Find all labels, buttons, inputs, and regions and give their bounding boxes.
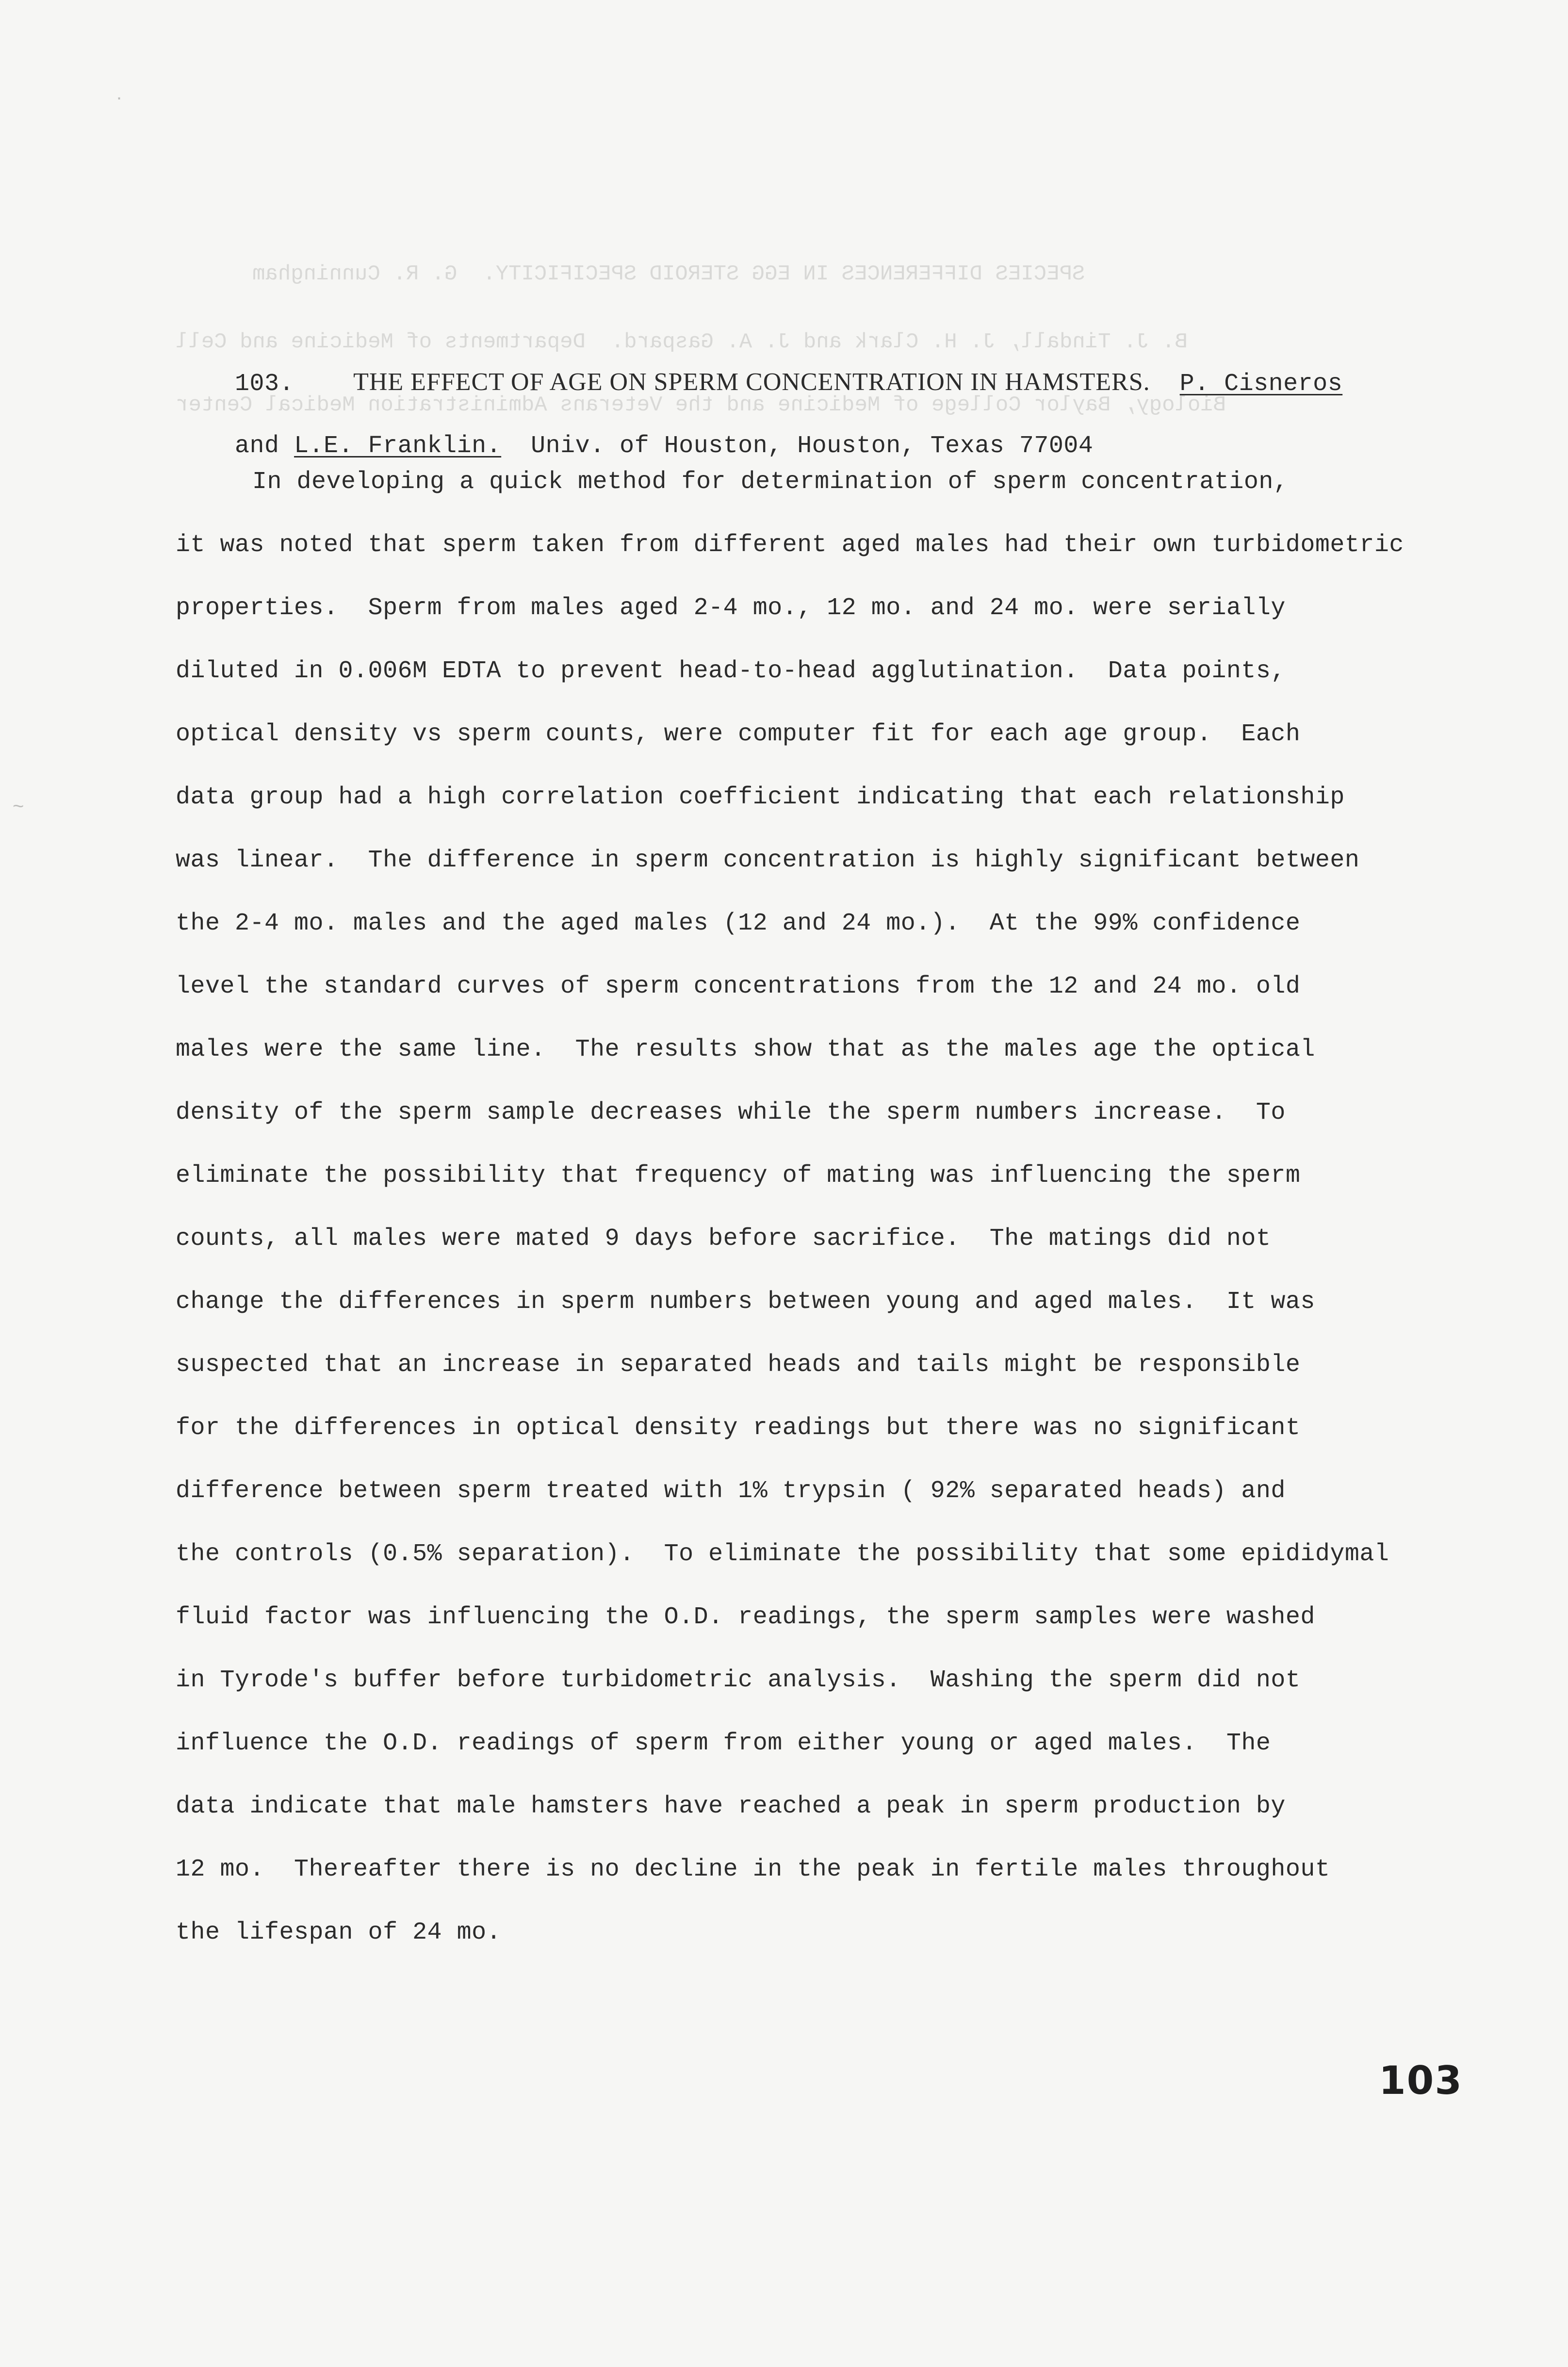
body-line: the controls (0.5% separation). To eliminate the possibility that some epididymal	[176, 1540, 1389, 1568]
show-through-text: B. J. Tindall, J. H. Clark and J. A. Gaspard. Departments of Medicine and Cell	[176, 330, 1188, 354]
body-line: counts, all males were mated 9 days before sacrifice. The matings did not	[176, 1225, 1271, 1253]
affiliation: Univ. of Houston, Houston, Texas 77004	[531, 432, 1094, 460]
author-2: L.E. Franklin.	[294, 432, 502, 460]
body-line: the 2-4 mo. males and the aged males (12 and 24 mo.). At the 99% confidence	[176, 910, 1301, 937]
body-line: in Tyrode's buffer before turbidometric analysis. Washing the sperm did not	[176, 1666, 1301, 1694]
body-line: 12 mo. Thereafter there is no decline in the peak in fertile males throughout	[176, 1856, 1330, 1883]
stray-mark: ~	[13, 796, 24, 817]
body-line: it was noted that sperm taken from different aged males had their own turbidometric	[176, 531, 1404, 559]
body-line: data indicate that male hamsters have reached a peak in sperm production by	[176, 1793, 1286, 1820]
body-line: optical density vs sperm counts, were computer fit for each age group. Each	[176, 720, 1301, 748]
body-line: diluted in 0.006M EDTA to prevent head-to-head agglutination. Data points,	[176, 657, 1286, 685]
show-through-text: Biology, Baylor College of Medicine and the Veterans Administration Medical Center	[176, 393, 1226, 417]
body-line: suspected that an increase in separated heads and tails might be responsible	[176, 1351, 1301, 1379]
body-line: the lifespan of 24 mo.	[176, 1919, 502, 1946]
body-line: level the standard curves of sperm concentrations from the 12 and 24 mo. old	[176, 973, 1301, 1000]
author-1: P. Cisneros	[1179, 370, 1343, 398]
body-line: eliminate the possibility that frequency of mating was influencing the sperm	[176, 1162, 1301, 1190]
body-line: In developing a quick method for determination of sperm concentration,	[252, 468, 1289, 496]
and-word: and	[235, 432, 279, 460]
show-through-text: SPECIES DIFFERENCES IN EGG STEROID SPECIFICITY. G. R. Cunningham	[252, 262, 1085, 286]
body-line: influence the O.D. readings of sperm from either young or aged males. The	[176, 1730, 1271, 1757]
body-line: density of the sperm sample decreases while the sperm numbers increase. To	[176, 1099, 1286, 1126]
body-line: fluid factor was influencing the O.D. readings, the sperm samples were washed	[176, 1603, 1315, 1631]
body-line: for the differences in optical density readings but there was no significant	[176, 1414, 1301, 1442]
body-line: was linear. The difference in sperm concentration is highly significant between	[176, 847, 1360, 874]
body-line: difference between sperm treated with 1% trypsin ( 92% separated heads) and	[176, 1477, 1286, 1505]
body-line: data group had a high correlation coefficient indicating that each relationship	[176, 784, 1345, 811]
page-number: 103	[1379, 2058, 1463, 2103]
body-line: change the differences in sperm numbers between young and aged males. It was	[176, 1288, 1315, 1316]
body-line: properties. Sperm from males aged 2-4 mo., 12 mo. and 24 mo. were serially	[176, 594, 1286, 622]
article-title: THE EFFECT OF AGE ON SPERM CONCENTRATION IN HAMSTERS.	[353, 368, 1150, 396]
article-number: 103.	[235, 370, 294, 398]
body-line: males were the same line. The results show that as the males age the optical	[176, 1036, 1315, 1063]
stray-mark: .	[116, 82, 122, 104]
